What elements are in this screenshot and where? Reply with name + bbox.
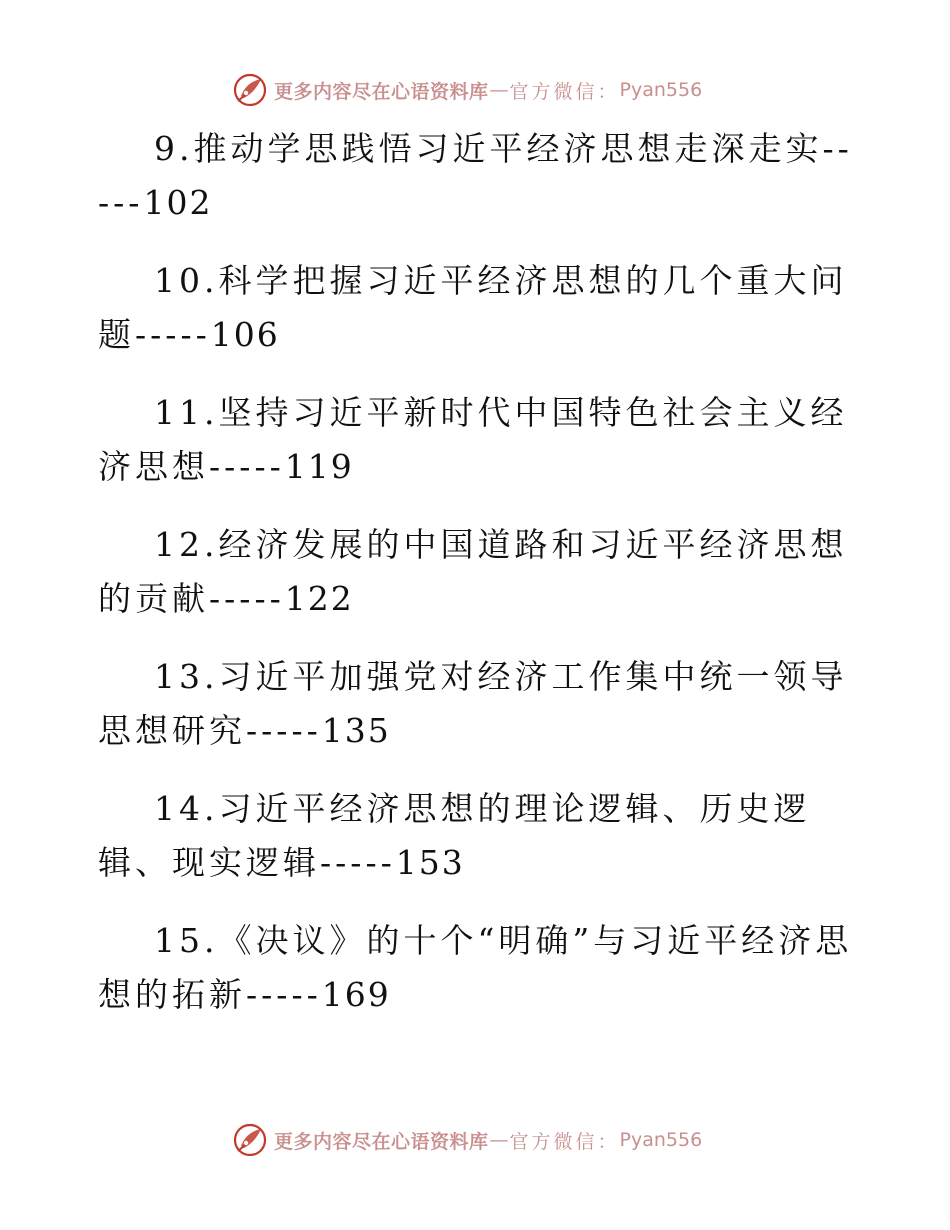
toc-entry-title: 11.坚持习近平新时代中国特色社会主义经济思想 xyxy=(98,393,848,486)
toc-entry-page: 169 xyxy=(321,975,391,1014)
toc-entry xyxy=(98,782,858,890)
toc-entry xyxy=(98,254,858,362)
toc-entry-title: 13.习近平加强党对经济工作集中统一领导思想研究 xyxy=(98,657,848,750)
toc-entry xyxy=(98,650,858,758)
footer-wechat-id: Pyan556 xyxy=(619,1129,703,1151)
footer-watermark-text: 更多内容尽在心语资料库 xyxy=(274,1130,489,1153)
footer-watermark-dash: — xyxy=(489,1129,509,1151)
header-wechat-id: Pyan556 xyxy=(619,79,703,101)
pen-nib-logo-icon xyxy=(232,1122,268,1158)
toc-entry-leader: ----- xyxy=(320,843,396,882)
pen-nib-logo-icon xyxy=(232,72,268,108)
toc-entry-leader: ----- xyxy=(209,447,285,486)
toc-entry-page: 119 xyxy=(284,447,354,486)
toc-entry-leader: ----- xyxy=(246,975,322,1014)
toc-entry-leader: ----- xyxy=(135,315,211,354)
header-watermark xyxy=(232,70,702,110)
header-watermark-text: 更多内容尽在心语资料库 xyxy=(274,80,489,103)
toc-entry xyxy=(98,914,858,1022)
toc-entry-leader: ----- xyxy=(246,711,322,750)
toc-entry-page: 153 xyxy=(395,843,465,882)
toc-entry-page: 106 xyxy=(210,315,280,354)
toc-entry-leader: ----- xyxy=(209,579,285,618)
toc-entry-title: 12.经济发展的中国道路和习近平经济思想的贡献 xyxy=(98,525,848,618)
toc-entry-title: 10.科学把握习近平经济思想的几个重大问题 xyxy=(98,261,848,354)
toc-entry-title: 15.《决议》的十个“明确”与习近平经济思想的拓新 xyxy=(98,921,853,1014)
toc-entry xyxy=(98,122,858,230)
toc-entry-page: 102 xyxy=(143,183,213,222)
toc-entry-title: 9.推动学思践悟习近平经济思想走深走实 xyxy=(154,129,823,168)
toc-entry-leader: ----- xyxy=(98,129,853,222)
header-wechat-label: 官方微信： xyxy=(509,80,620,103)
toc-entry-page: 122 xyxy=(284,579,354,618)
toc-entry xyxy=(98,518,858,626)
footer-watermark xyxy=(232,1120,702,1160)
toc-entry-title: 14.习近平经济思想的理论逻辑、历史逻辑、现实逻辑 xyxy=(98,789,811,882)
footer-wechat-label: 官方微信： xyxy=(509,1130,620,1153)
header-watermark-dash: — xyxy=(489,79,509,101)
toc-entry-page: 135 xyxy=(321,711,391,750)
toc-entry xyxy=(98,386,858,494)
table-of-contents xyxy=(98,122,858,1046)
